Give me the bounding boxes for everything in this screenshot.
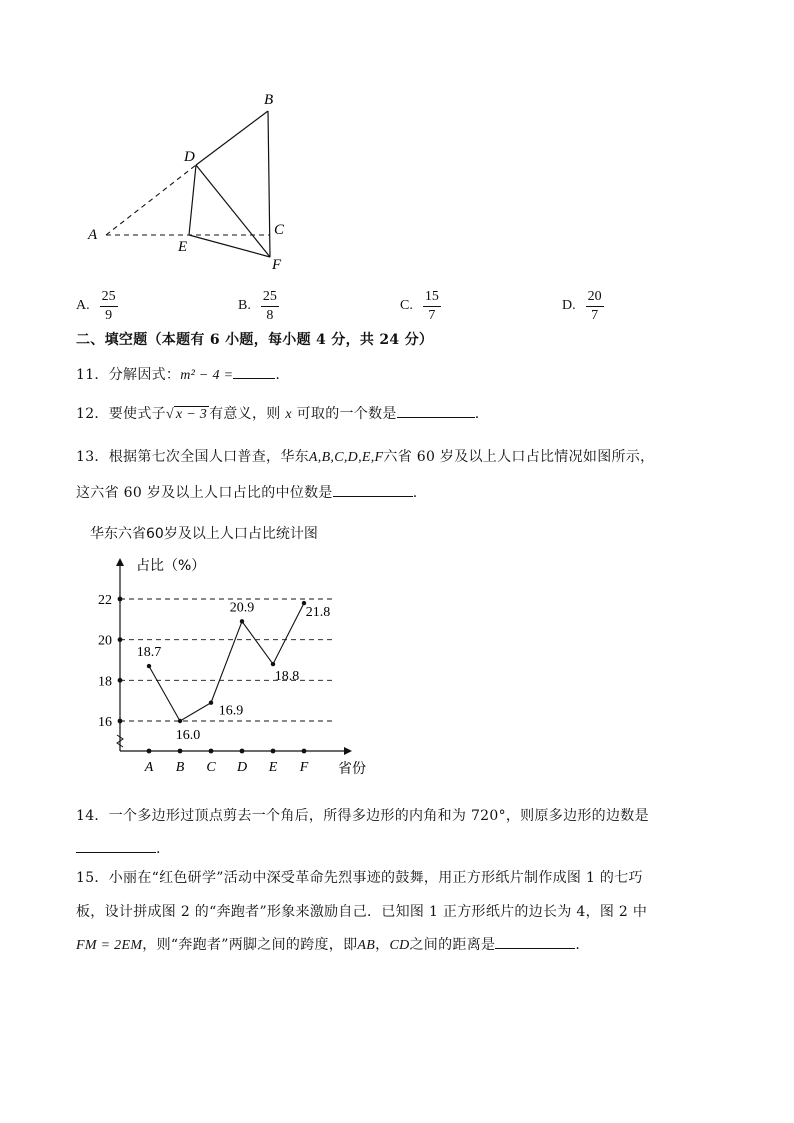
q12-middle: 有意义，则 xyxy=(209,406,281,422)
question-11 xyxy=(76,364,280,384)
q15-line3-cd: CD xyxy=(389,938,410,953)
q13-line1-prefix: 13．根据第七次全国人口普查，华东 xyxy=(76,449,309,465)
choice-c-fraction xyxy=(423,289,441,324)
choice-d xyxy=(562,286,604,326)
q12-end: . xyxy=(474,406,480,422)
data-label-E: 18.8 xyxy=(274,669,300,685)
q11-answer-blank[interactable] xyxy=(233,364,275,379)
question-15-line-1: 15．小丽在“红色研学”活动中深受革命先烈事迹的鼓舞，用正方形纸片制作成图 1 的七巧 xyxy=(76,870,643,886)
q15-line3-suffix: 之间的距离是 xyxy=(409,937,496,953)
choice-d-numerator: 20 xyxy=(586,289,604,307)
label-c: C xyxy=(274,222,285,238)
question-13-line-1 xyxy=(76,446,654,466)
axis-break-mark xyxy=(117,735,123,747)
x-axis-label: 省份 xyxy=(338,761,366,777)
data-point-C xyxy=(209,701,213,705)
geometry-figure xyxy=(80,88,300,278)
label-a: A xyxy=(88,227,98,243)
data-label-C: 16.9 xyxy=(218,703,244,719)
choice-b-numerator: 25 xyxy=(261,289,279,307)
choice-d-fraction xyxy=(586,289,604,324)
choice-a-numerator: 25 xyxy=(100,289,118,307)
data-label-A: 18.7 xyxy=(136,645,162,661)
choice-c-letter: C. xyxy=(400,298,413,313)
label-b: B xyxy=(264,92,274,108)
y-tick-dot-18 xyxy=(118,678,123,683)
q12-prefix: 12．要使式子 xyxy=(76,406,166,422)
choice-a-fraction xyxy=(100,289,118,324)
q13-answer-blank[interactable] xyxy=(333,482,413,497)
q15-line3-ab: AB xyxy=(357,938,376,953)
question-13-line-2 xyxy=(76,482,417,502)
x-tick-label-F: F xyxy=(299,760,309,775)
label-f: F xyxy=(272,257,282,273)
y-axis-label: 占比（%） xyxy=(136,558,206,574)
choice-a-letter: A. xyxy=(76,298,90,313)
label-d: D xyxy=(184,149,195,165)
section-heading: 二、填空题（本题有 6 小题，每小题 4 分，共 24 分） xyxy=(76,332,434,348)
x-tick-dot-D xyxy=(240,749,245,754)
line-chart xyxy=(90,548,390,783)
choice-c xyxy=(400,286,441,326)
data-label-F: 21.8 xyxy=(305,605,331,621)
choice-a-denominator: 9 xyxy=(105,307,113,323)
chart-title: 华东六省60岁及以上人口占比统计图 xyxy=(90,526,318,542)
x-axis-arrow-icon xyxy=(344,747,352,755)
segment-ad-dashed xyxy=(106,165,196,235)
q12-answer-blank[interactable] xyxy=(397,403,475,418)
question-15-line-2: 板，设计拼成图 2 的“奔跑者”形象来激励自己．已知图 1 正方形纸片的边长为 4，图 2 中 xyxy=(76,904,648,920)
q11-prefix: 11．分解因式： xyxy=(76,367,181,383)
choice-b xyxy=(238,286,279,326)
q13-line1-suffix: 六省 60 岁及以上人口占比情况如图所示， xyxy=(383,449,655,465)
q14-line2-end: . xyxy=(156,841,161,857)
q12-suffix-text: 可取的一个数是 xyxy=(296,406,397,422)
segment-df xyxy=(196,165,270,257)
x-tick-label-B: B xyxy=(175,760,185,775)
x-tick-dot-F xyxy=(302,749,307,754)
y-tick-label-22: 22 xyxy=(98,593,112,608)
y-tick-dot-22 xyxy=(118,597,123,602)
y-tick-dot-20 xyxy=(118,637,123,642)
data-point-B xyxy=(178,719,182,723)
x-tick-label-E: E xyxy=(268,760,278,775)
q14-answer-blank[interactable] xyxy=(76,838,156,853)
choice-b-denominator: 8 xyxy=(266,307,274,323)
choice-b-fraction xyxy=(261,289,279,324)
x-tick-label-D: D xyxy=(236,760,248,775)
q11-suffix: . xyxy=(275,367,281,383)
data-label-B: 16.0 xyxy=(175,728,201,743)
choice-b-letter: B. xyxy=(238,298,251,313)
y-tick-label-18: 18 xyxy=(98,674,112,690)
question-14-line-2 xyxy=(76,838,161,857)
segment-db xyxy=(196,111,268,165)
choice-a xyxy=(76,286,118,326)
choice-d-letter: D. xyxy=(562,298,576,313)
q12-radicand: x − 3 xyxy=(175,407,208,422)
q13-line1-math: A,B,C,D,E,F xyxy=(308,450,384,465)
q15-line3-math: FM = 2EM xyxy=(76,938,143,953)
data-label-D: 20.9 xyxy=(229,600,255,616)
segment-de xyxy=(189,165,196,235)
x-tick-label-C: C xyxy=(206,760,216,775)
choice-c-denominator: 7 xyxy=(428,307,436,323)
choice-c-numerator: 15 xyxy=(423,289,441,307)
data-point-A xyxy=(147,664,151,668)
question-12 xyxy=(76,403,480,423)
q12-sqrt: √ x − 3 xyxy=(165,407,208,422)
x-tick-dot-E xyxy=(271,749,276,754)
q13-line2-end: . xyxy=(412,485,418,501)
x-tick-label-A: A xyxy=(144,760,154,775)
x-tick-dot-A xyxy=(147,749,152,754)
y-axis-arrow-icon xyxy=(116,558,124,566)
q15-line3-end: . xyxy=(575,937,581,953)
question-14-line-1: 14．一个多边形过顶点剪去一个角后，所得多边形的内角和为 720°，则原多边形的边数是 xyxy=(76,808,649,824)
choice-d-denominator: 7 xyxy=(591,307,599,323)
y-tick-label-20: 20 xyxy=(98,633,112,649)
data-point-D xyxy=(240,619,244,623)
q12-var: x xyxy=(285,407,292,422)
q13-line2-prefix: 这六省 60 岁及以上人口占比的中位数是 xyxy=(76,485,333,501)
question-15-line-3 xyxy=(76,934,580,954)
q15-answer-blank[interactable] xyxy=(495,934,575,949)
q15-line3-mid: ，则“奔跑者”两脚之间的跨度，即 xyxy=(142,937,358,953)
label-e: E xyxy=(178,239,188,255)
segment-ef xyxy=(189,235,270,257)
y-tick-dot-16 xyxy=(118,719,123,724)
q15-line3-comma: ， xyxy=(375,937,390,953)
x-tick-dot-C xyxy=(209,749,214,754)
q11-math: m² − 4 = xyxy=(180,368,234,383)
x-tick-dot-B xyxy=(178,749,183,754)
y-tick-label-16: 16 xyxy=(98,715,112,730)
data-point-E xyxy=(271,662,275,666)
